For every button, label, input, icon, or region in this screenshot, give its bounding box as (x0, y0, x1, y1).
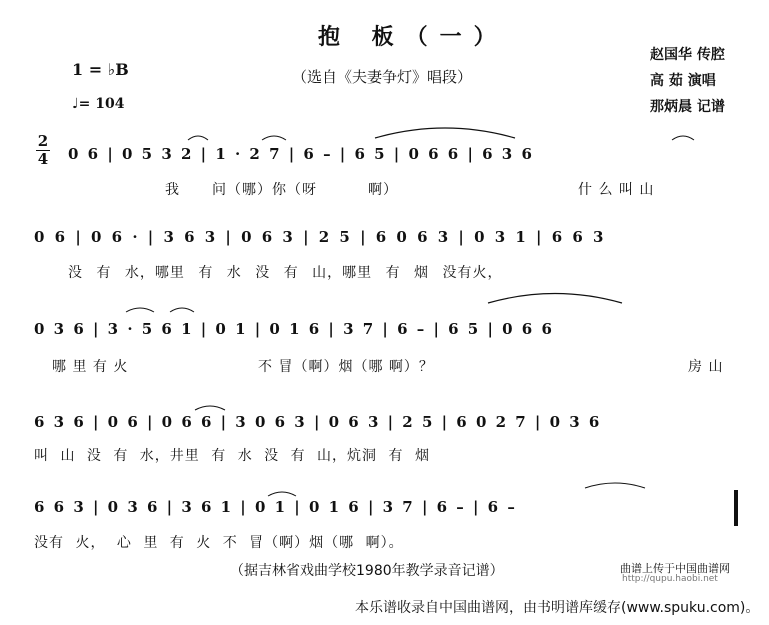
notation-line-1: 0 6 | 0 5 3 2 | 1 · 2 7 | 6 – | 6 5 | 0 6 6 | 6 3 6 (68, 145, 532, 163)
credit-composer: 赵国华 传腔 (650, 47, 725, 63)
watermark-url: http://qupu.haobi.net (622, 574, 718, 584)
credit-transcriber: 那炳晨 记谱 (650, 99, 725, 115)
slur-line-5 (268, 492, 296, 496)
page-title: 抱 板（一） (318, 25, 508, 50)
key-signature: 1 = ♭B (72, 60, 129, 79)
slur-line-1-b (188, 136, 208, 140)
slur-line-3 (488, 294, 622, 304)
time-signature-bottom: 4 (37, 150, 49, 168)
slur-line-5-b (585, 483, 645, 488)
lyric-line-3-a: 哪 里 有 火 (52, 359, 129, 375)
lyric-line-1-c: 啊） (368, 182, 398, 198)
slur-line-3-c (170, 308, 194, 312)
lyric-line-1-b: 问（哪）你（呀 (212, 182, 317, 198)
footer-note: 本乐谱收录自中国曲谱网，由书明谱库缓存(www.spuku.com)。 (355, 600, 760, 616)
notation-line-4: 6 3 6 | 0 6 | 0 6 6 | 3 0 6 3 | 0 6 3 | 2 5 | 6 0 2 7 | 0 3 6 (34, 413, 600, 431)
lyric-line-2: 没 有 水，哪里 有 水 没 有 山，哪里 有 烟 没有火， (68, 265, 503, 281)
lyric-line-3-c: 房 山 (688, 359, 724, 375)
slur-line-3-b (126, 308, 154, 312)
notation-line-3: 0 3 6 | 3 · 5 6 1 | 0 1 | 0 1 6 | 3 7 | 6 – | 6 5 | 0 6 6 (34, 320, 552, 338)
watermark-text: 曲谱上传于中国曲谱网 (620, 562, 730, 575)
notation-line-5: 6 6 3 | 0 3 6 | 3 6 1 | 0 1 | 0 1 6 | 3 7 | 6 – | 6 – (34, 498, 515, 516)
slur-line-4 (195, 406, 225, 410)
subtitle: （选自《夫妻争灯》唱段） (292, 68, 473, 86)
credit-singer: 高 茹 演唱 (650, 73, 716, 89)
lyric-line-3-b: 不 冒（啊）烟（哪 啊）？ (258, 359, 434, 375)
lyric-line-5: 没有 火， 心 里 有 火 不 冒（啊）烟（哪 啊）。 (34, 535, 404, 551)
lyric-line-1-d: 什 么 叫 山 (578, 182, 655, 198)
slur-line-1 (375, 128, 515, 138)
slur-line-1-d (672, 136, 694, 140)
source-note: （据吉林省戏曲学校1980年教学录音记谱） (230, 563, 504, 579)
notation-line-2: 0 6 | 0 6 · | 3 6 3 | 0 6 3 | 2 5 | 6 0 6 3 | 0 3 1 | 6 6 3 (34, 228, 604, 246)
lyric-line-4: 叫 山 没 有 水，井里 有 水 没 有 山，炕洞 有 烟 (34, 448, 430, 464)
lyric-line-1-a: 我 (165, 182, 180, 198)
slur-line-1-c (262, 136, 286, 140)
time-signature-top: 2 (37, 132, 49, 150)
tempo-marking: ♩= 104 (72, 96, 125, 112)
